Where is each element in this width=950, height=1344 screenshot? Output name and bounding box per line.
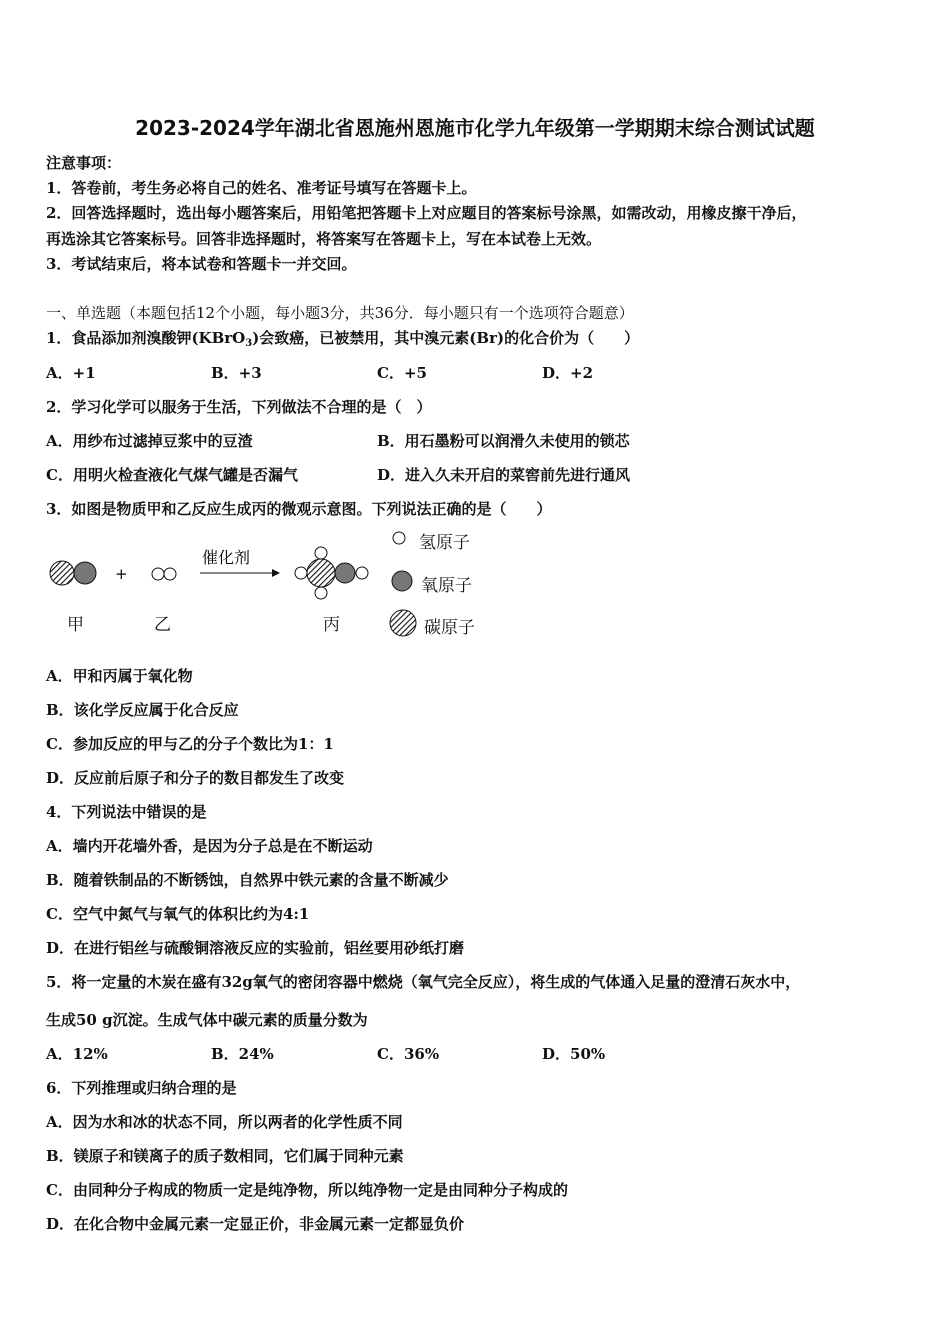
legend-oxygen: 氧原子 xyxy=(421,576,472,596)
label-bing: 丙 xyxy=(323,615,340,635)
question-4-stem: 4．下列说法中错误的是 xyxy=(46,803,207,821)
molecule-jia-icon xyxy=(50,561,96,585)
legend-hydrogen: 氢原子 xyxy=(419,533,470,553)
arrow-head-icon xyxy=(272,569,280,577)
q6-option-b: B．镁原子和镁离子的质子数相同，它们属于同种元素 xyxy=(46,1147,404,1165)
q5-option-b: B．24% xyxy=(211,1045,274,1063)
carbon-atom-icon xyxy=(390,610,416,636)
q5-option-a: A．12% xyxy=(46,1045,108,1063)
question-6-stem: 6．下列推理或归纳合理的是 xyxy=(46,1079,237,1097)
notice-item: 2．回答选择题时，选出每小题答案后，用铅笔把答题卡上对应题目的答案标号涂黑，如需改动，用橡皮擦干净后， xyxy=(46,204,807,222)
notice-item: 再选涂其它答案标号。回答非选择题时，将答案写在答题卡上，写在本试卷上无效。 xyxy=(46,230,602,248)
q2-option-a: A．用纱布过滤掉豆浆中的豆渣 xyxy=(46,432,253,450)
q2-option-d: D．进入久未开启的菜窖前先进行通风 xyxy=(377,466,631,484)
legend-carbon: 碳原子 xyxy=(424,618,475,638)
question-3-stem: 3．如图是物质甲和乙反应生成丙的微观示意图。下列说法正确的是（ ） xyxy=(46,500,552,518)
q1-option-c: C．+5 xyxy=(377,364,427,382)
question-5-stem: 5．将一定量的木炭在盛有32g氧气的密闭容器中燃烧（氧气完全反应），将生成的气体通入足量的澄清石灰水中， xyxy=(46,973,801,991)
notice-item: 1．答卷前，考生务必将自己的姓名、准考证号填写在答题卡上。 xyxy=(46,179,477,197)
q3-option-a: A．甲和丙属于氧化物 xyxy=(46,667,193,685)
q6-option-a: A．因为水和冰的状态不同，所以两者的化学性质不同 xyxy=(46,1113,403,1131)
q3-option-d: D．反应前后原子和分子的数目都发生了改变 xyxy=(46,769,345,787)
oxygen-atom-icon xyxy=(392,571,412,591)
notice-heading: 注意事项： xyxy=(46,154,122,172)
q3-option-b: B．该化学反应属于化合反应 xyxy=(46,701,239,719)
hydrogen-atom-icon xyxy=(393,532,405,544)
catalyst-label: 催化剂 xyxy=(202,548,251,567)
q5-option-d: D．50% xyxy=(542,1045,606,1063)
question-2-stem: 2．学习化学可以服务于生活，下列做法不合理的是（ ） xyxy=(46,398,432,416)
label-yi: 乙 xyxy=(154,615,171,635)
label-jia: 甲 xyxy=(67,615,84,635)
page-title: 2023-2024学年湖北省恩施州恩施市化学九年级第一学期期末综合测试试题 xyxy=(135,116,815,140)
q6-option-c: C．由同种分子构成的物质一定是纯净物，所以纯净物一定是由同种分子构成的 xyxy=(46,1181,568,1199)
q4-option-d: D．在进行铝丝与硫酸铜溶液反应的实验前，铝丝要用砂纸打磨 xyxy=(46,939,465,957)
q1-option-a: A．+1 xyxy=(46,364,96,382)
question-5-stem-cont: 生成50 g沉淀。生成气体中碳元素的质量分数为 xyxy=(46,1011,368,1029)
q3-option-c: C．参加反应的甲与乙的分子个数比为1：1 xyxy=(46,735,334,753)
q5-option-c: C．36% xyxy=(377,1045,440,1063)
q1-option-d: D．+2 xyxy=(542,364,594,382)
q6-option-d: D．在化合物中金属元素一定显正价，非金属元素一定都显负价 xyxy=(46,1215,465,1233)
molecule-bing-icon xyxy=(295,547,368,599)
q2-option-c: C．用明火检查液化气煤气罐是否漏气 xyxy=(46,466,298,484)
q4-option-b: B．随着铁制品的不断锈蚀，自然界中铁元素的含量不断减少 xyxy=(46,871,449,889)
notice-item: 3．考试结束后，将本试卷和答题卡一并交回。 xyxy=(46,255,357,273)
question-1-stem: 1．食品添加剂溴酸钾(KBrO$_3$)会致癌，已被禁用，其中溴元素(Br)的化合价为（ ） xyxy=(46,329,640,349)
section-heading: 一、单选题（本题包括12个小题，每小题3分，共36分．每小题只有一个选项符合题意） xyxy=(46,304,634,322)
q4-option-a: A．墙内开花墙外香，是因为分子总是在不断运动 xyxy=(46,837,373,855)
plus-sign: + xyxy=(115,565,128,583)
q2-option-b: B．用石墨粉可以润滑久未使用的锁芯 xyxy=(377,432,630,450)
molecule-yi-icon xyxy=(152,568,176,580)
q1-option-b: B．+3 xyxy=(211,364,262,382)
q4-option-c: C．空气中氮气与氧气的体积比约为4:1 xyxy=(46,905,310,923)
